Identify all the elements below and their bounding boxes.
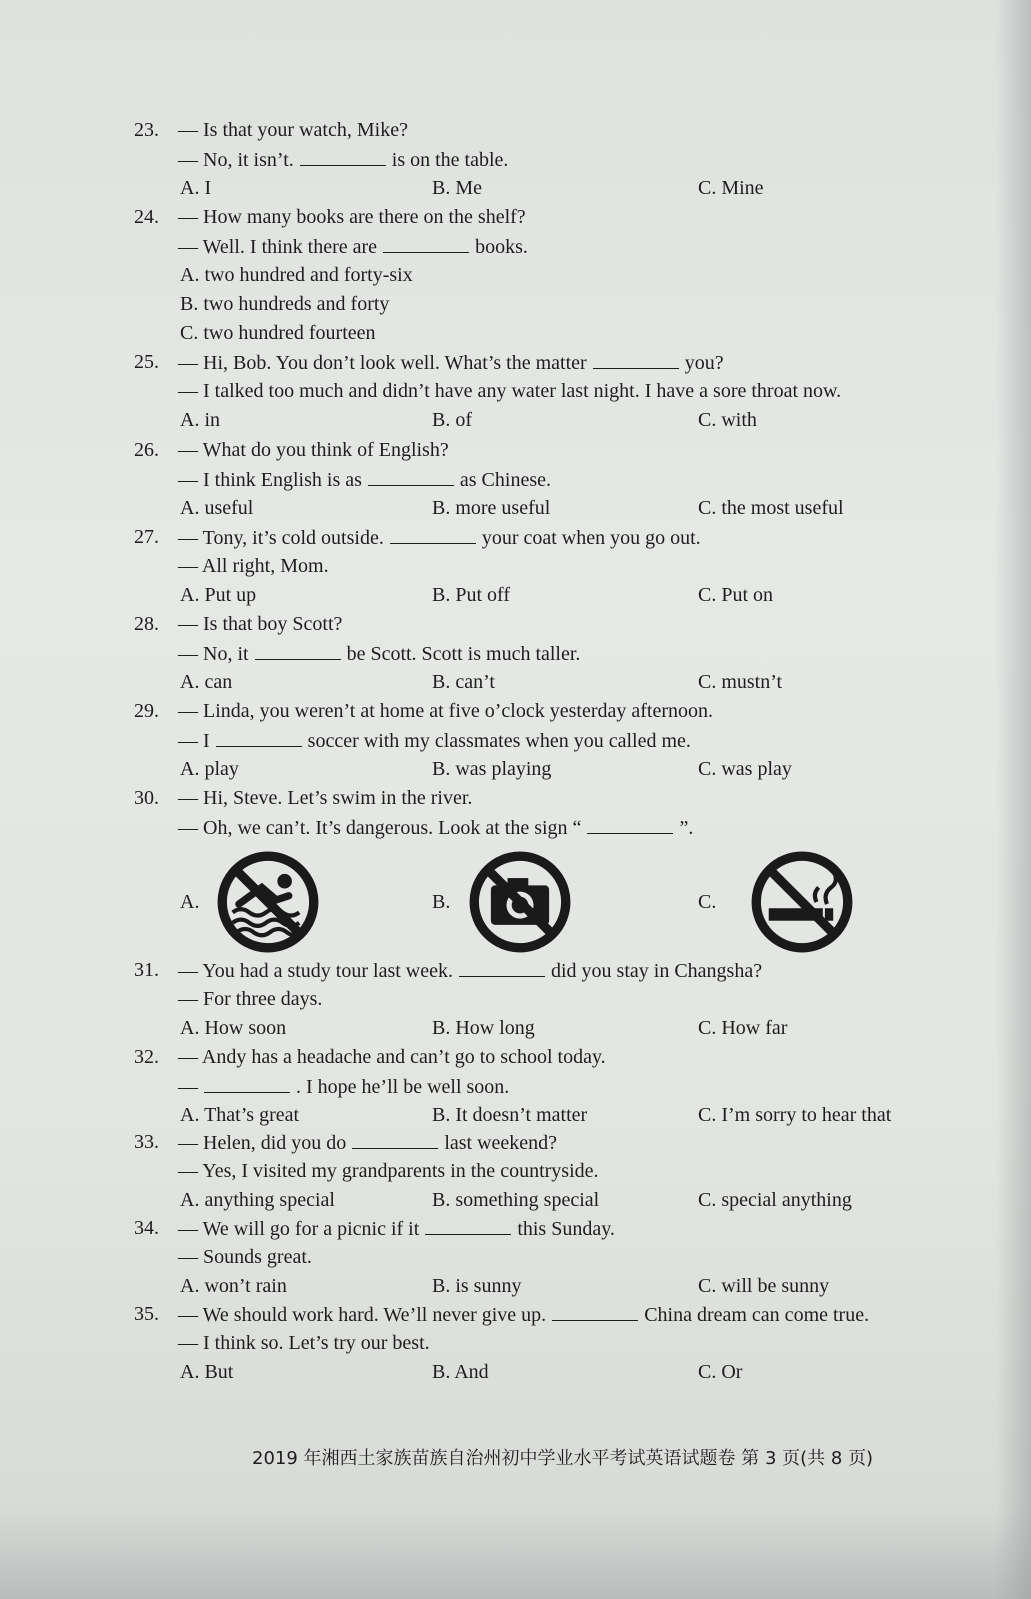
option-choice[interactable]: B. more useful [432, 497, 551, 519]
option-choice[interactable]: A. anything special [180, 1189, 335, 1211]
option-choice[interactable]: B. something special [432, 1189, 600, 1211]
question-text-after-blank: be Scott. Scott is much taller. [346, 643, 581, 665]
question-line [178, 205, 526, 229]
option-choice[interactable]: B. was playing [432, 758, 552, 780]
question-line [178, 641, 580, 666]
question-number: 26. [134, 439, 159, 461]
question-number: 33. [134, 1131, 159, 1153]
question-line [178, 699, 713, 723]
question-text: — You had a study tour last week. [178, 960, 453, 982]
option-choice[interactable]: C. was play [698, 758, 792, 780]
option-choice[interactable]: A. I [180, 177, 212, 199]
question-number: 24. [134, 206, 159, 228]
question-line [178, 815, 693, 840]
question-text-after-blank: you? [684, 352, 724, 374]
question-number: 23. [134, 119, 159, 141]
question-text: — Andy has a headache and can’t go to school today. [178, 1046, 606, 1068]
question-text: — Oh, we can’t. It’s dangerous. Look at the sign “ [178, 817, 582, 839]
question-line [178, 1159, 599, 1183]
question-text: — Hi, Bob. You don’t look well. What’s the matter [178, 352, 587, 374]
question-line [178, 525, 701, 550]
answer-blank [255, 641, 341, 660]
question-text: — Sounds great. [178, 1246, 312, 1268]
question-number: 35. [134, 1303, 159, 1325]
option-choice[interactable]: A. play [180, 758, 239, 780]
answer-blank [587, 815, 673, 834]
question-line [178, 786, 472, 810]
question-line [178, 1302, 869, 1327]
question-line [178, 147, 508, 172]
bottom-shadow [0, 1509, 1031, 1599]
question-text: — Is that your watch, Mike? [178, 119, 408, 141]
question-text: — Is that boy Scott? [178, 613, 343, 635]
question-text-after-blank: as Chinese. [459, 469, 551, 491]
question-line [178, 612, 342, 636]
question-line [178, 1130, 557, 1155]
question-text: — For three days. [178, 988, 323, 1010]
question-text: — I talked too much and didn’t have any water last night. I have a sore throat now. [178, 380, 842, 402]
no-smoking-icon [750, 850, 854, 954]
question-text: — Linda, you weren’t at home at five o’clock yesterday afternoon. [178, 700, 713, 722]
option-choice[interactable]: B. can’t [432, 671, 495, 693]
question-number: 28. [134, 613, 159, 635]
question-line [178, 438, 449, 462]
question-text: — Well. I think there are [178, 236, 378, 258]
answer-blank [216, 728, 302, 747]
option-choice[interactable]: C. Put on [698, 584, 774, 606]
question-text: — Hi, Steve. Let’s swim in the river. [178, 787, 473, 809]
question-text-after-blank: last weekend? [444, 1132, 558, 1154]
question-line [178, 554, 329, 578]
question-text: — We will go for a picnic if it [178, 1218, 420, 1240]
question-text-after-blank: books. [475, 236, 528, 258]
option-choice[interactable]: A. in [180, 409, 220, 431]
question-line [178, 987, 322, 1011]
answer-blank [368, 467, 454, 486]
option-choice[interactable]: A. But [180, 1361, 234, 1383]
answer-blank [459, 958, 545, 977]
question-text: — I think so. Let’s try our best. [178, 1332, 430, 1354]
question-number: 27. [134, 526, 159, 548]
option-label[interactable]: A. [180, 891, 200, 913]
option-choice[interactable]: A. That’s great [180, 1104, 300, 1126]
question-text: — What do you think of English? [178, 439, 449, 461]
no-photography-icon [468, 850, 572, 954]
question-text-after-blank: ”. [679, 817, 694, 839]
option-label[interactable]: C. [698, 891, 717, 913]
answer-blank [383, 234, 469, 253]
question-text: — [178, 1076, 198, 1098]
option-choice[interactable]: A. How soon [180, 1017, 287, 1039]
question-text: — Yes, I visited my grandparents in the countryside. [178, 1160, 599, 1182]
page-footer: 2019 年湘西土家族苗族自治州初中学业水平考试英语试题卷 第 3 页(共 8 页) [252, 1448, 874, 1469]
question-text-after-blank: your coat when you go out. [481, 527, 701, 549]
question-line [178, 1216, 615, 1241]
question-number: 25. [134, 351, 159, 373]
question-line [178, 1331, 430, 1355]
answer-blank [552, 1302, 638, 1321]
question-text: — Tony, it’s cold outside. [178, 527, 384, 549]
question-text: — No, it isn’t. [178, 149, 294, 171]
answer-blank [204, 1074, 290, 1093]
question-number: 31. [134, 959, 159, 981]
question-line [178, 958, 762, 983]
question-text: — I [178, 730, 210, 752]
option-choice[interactable]: B. Me [432, 177, 482, 199]
question-number: 29. [134, 700, 159, 722]
question-number: 34. [134, 1217, 159, 1239]
no-swimming-icon [216, 850, 320, 954]
option-choice[interactable]: B. two hundreds and forty [180, 293, 390, 315]
option-choice[interactable]: C. special anything [698, 1189, 852, 1211]
option-choice[interactable]: C. with [698, 409, 757, 431]
answer-blank [593, 350, 679, 369]
question-line [178, 467, 551, 492]
option-choice[interactable]: C. Mine [698, 177, 764, 199]
question-text-after-blank: this Sunday. [517, 1218, 615, 1240]
option-choice[interactable]: B. of [432, 409, 472, 431]
question-text: — No, it [178, 643, 249, 665]
question-line [178, 728, 691, 753]
option-choice[interactable]: A. can [180, 671, 233, 693]
question-text: — We should work hard. We’ll never give up. [178, 1304, 547, 1326]
answer-blank [300, 147, 386, 166]
question-line [178, 379, 841, 403]
question-number: 32. [134, 1046, 159, 1068]
question-text: — I think English is as [178, 469, 362, 491]
option-choice[interactable]: A. won’t rain [180, 1275, 287, 1297]
question-line [178, 118, 408, 142]
question-text-after-blank: is on the table. [391, 149, 509, 171]
question-number: 30. [134, 787, 159, 809]
option-choice[interactable]: A. Put up [180, 584, 257, 606]
option-choice[interactable]: C. How far [698, 1017, 788, 1039]
question-line [178, 1074, 509, 1099]
option-choice[interactable]: C. the most useful [698, 497, 844, 519]
option-choice[interactable]: C. two hundred fourteen [180, 322, 376, 344]
question-text-after-blank: did you stay in Changsha? [550, 960, 763, 982]
question-line [178, 1245, 312, 1269]
option-choice[interactable]: B. It doesn’t matter [432, 1104, 588, 1126]
page-edge-shadow [995, 0, 1031, 1599]
question-text: — How many books are there on the shelf? [178, 206, 526, 228]
option-choice[interactable]: C. I’m sorry to hear that [698, 1104, 892, 1126]
option-choice[interactable]: C. Or [698, 1361, 743, 1383]
option-choice[interactable]: B. And [432, 1361, 489, 1383]
answer-blank [425, 1216, 511, 1235]
option-choice[interactable]: B. Put off [432, 584, 510, 606]
option-choice[interactable]: B. is sunny [432, 1275, 522, 1297]
option-choice[interactable]: C. will be sunny [698, 1275, 830, 1297]
option-choice[interactable]: C. mustn’t [698, 671, 783, 693]
question-text-after-blank: . I hope he’ll be well soon. [296, 1076, 510, 1098]
question-text: — All right, Mom. [178, 555, 329, 577]
question-line [178, 234, 528, 259]
question-text-after-blank: China dream can come true. [644, 1304, 870, 1326]
question-line [178, 1045, 606, 1069]
answer-blank [352, 1130, 438, 1149]
option-choice[interactable]: B. How long [432, 1017, 535, 1039]
question-line [178, 350, 724, 375]
option-label[interactable]: B. [432, 891, 451, 913]
answer-blank [390, 525, 476, 544]
question-text: — Helen, did you do [178, 1132, 347, 1154]
question-text-after-blank: soccer with my classmates when you called me. [307, 730, 691, 752]
option-choice[interactable]: A. two hundred and forty-six [180, 264, 413, 286]
option-choice[interactable]: A. useful [180, 497, 254, 519]
